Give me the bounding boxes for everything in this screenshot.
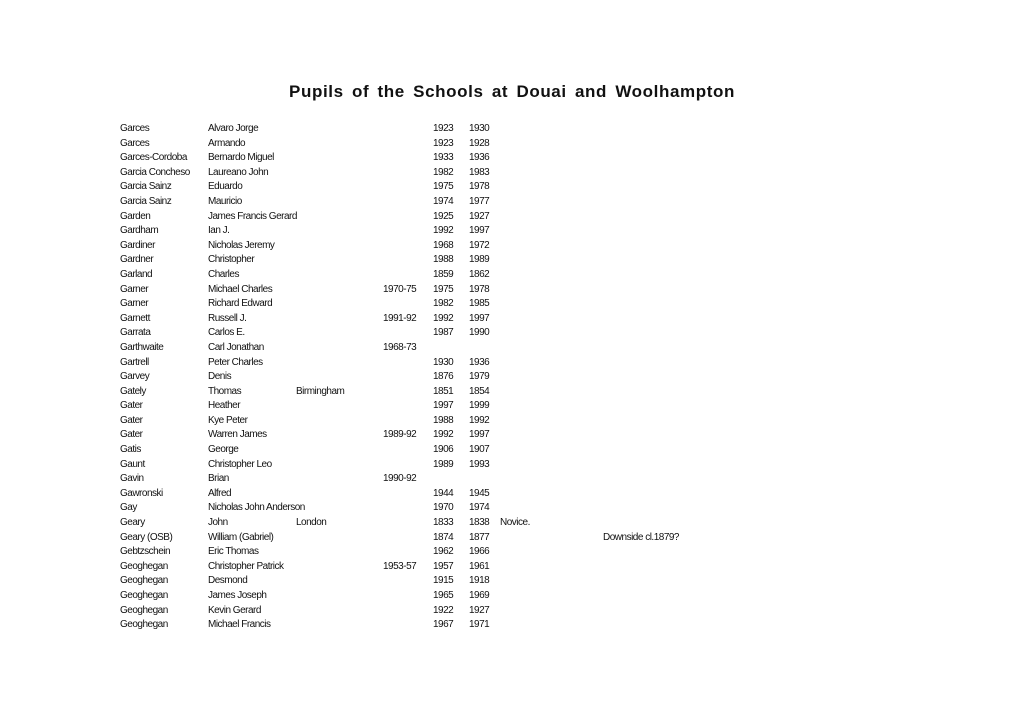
entry-year-cell: 1874 bbox=[433, 531, 454, 543]
surname-cell: Gater bbox=[120, 414, 143, 426]
leaving-year-cell: 1979 bbox=[469, 371, 490, 383]
forenames-cell: Carlos E. bbox=[208, 327, 245, 339]
surname-cell: Geary (OSB) bbox=[120, 531, 173, 543]
surname-cell: Geoghegan bbox=[120, 575, 168, 587]
forenames-cell: Christopher Leo bbox=[208, 458, 272, 470]
list-item bbox=[0, 531, 1024, 546]
list-item bbox=[0, 195, 1024, 210]
list-item bbox=[0, 137, 1024, 152]
forenames-cell: Armando bbox=[208, 137, 246, 149]
entry-year-cell: 1988 bbox=[433, 254, 454, 266]
surname-cell: Geoghegan bbox=[120, 560, 168, 572]
leaving-year-cell: 1993 bbox=[469, 458, 490, 470]
leaving-year-cell: 1936 bbox=[469, 356, 490, 368]
prep-years-cell: 1970-75 bbox=[383, 283, 417, 295]
leaving-year-cell: 1907 bbox=[469, 444, 490, 456]
forenames-cell: Michael Charles bbox=[208, 283, 273, 295]
entry-year-cell: 1957 bbox=[433, 560, 454, 572]
leaving-year-cell: 1978 bbox=[469, 283, 490, 295]
forenames-cell: John bbox=[208, 517, 228, 529]
entry-year-cell: 1982 bbox=[433, 166, 454, 178]
forenames-cell: Russell J. bbox=[208, 312, 247, 324]
surname-cell: Geoghegan bbox=[120, 619, 168, 631]
leaving-year-cell: 1978 bbox=[469, 181, 490, 193]
leaving-year-cell: 1985 bbox=[469, 298, 490, 310]
entry-year-cell: 1833 bbox=[433, 517, 454, 529]
forenames-cell: Warren James bbox=[208, 429, 267, 441]
entry-year-cell: 1988 bbox=[433, 414, 454, 426]
entry-year-cell: 1968 bbox=[433, 239, 454, 251]
forenames-cell: Richard Edward bbox=[208, 298, 273, 310]
surname-cell: Garcia Sainz bbox=[120, 195, 172, 207]
forenames-cell: Peter Charles bbox=[208, 356, 263, 368]
list-item bbox=[0, 545, 1024, 560]
surname-cell: Geary bbox=[120, 517, 145, 529]
list-item bbox=[0, 239, 1024, 254]
surname-cell: Gartrell bbox=[120, 356, 149, 368]
leaving-year-cell: 1972 bbox=[469, 239, 490, 251]
entry-year-cell: 1975 bbox=[433, 181, 454, 193]
entry-year-cell: 1982 bbox=[433, 298, 454, 310]
entry-year-cell: 1965 bbox=[433, 590, 454, 601]
leaving-year-cell: 1862 bbox=[469, 268, 490, 280]
leaving-year-cell: 1936 bbox=[469, 152, 490, 164]
entry-year-cell: 1930 bbox=[433, 356, 454, 368]
entry-year-cell: 1992 bbox=[433, 429, 454, 441]
list-item bbox=[0, 458, 1024, 473]
list-item bbox=[0, 428, 1024, 443]
list-item bbox=[0, 472, 1024, 487]
entry-year-cell: 1989 bbox=[433, 458, 454, 470]
list-item bbox=[0, 180, 1024, 195]
leaving-year-cell: 1969 bbox=[469, 590, 490, 601]
prep-years-cell: 1968-73 bbox=[383, 341, 417, 353]
leaving-year-cell: 1927 bbox=[469, 604, 490, 616]
list-item bbox=[0, 385, 1024, 400]
surname-cell: Garcia Sainz bbox=[120, 181, 172, 193]
surname-cell: Gater bbox=[120, 400, 143, 412]
surname-cell: Gately bbox=[120, 385, 146, 397]
surname-cell: Gardner bbox=[120, 254, 154, 266]
forenames-cell: Ian J. bbox=[208, 225, 230, 237]
list-item bbox=[0, 589, 1024, 604]
entry-year-cell: 1987 bbox=[433, 327, 454, 339]
list-item bbox=[0, 370, 1024, 385]
list-item bbox=[0, 618, 1024, 633]
place-cell: London bbox=[296, 517, 327, 529]
leaving-year-cell: 1990 bbox=[469, 327, 490, 339]
entry-year-cell: 1859 bbox=[433, 268, 454, 280]
forenames-cell: Christopher bbox=[208, 254, 255, 266]
leaving-year-cell: 1999 bbox=[469, 400, 490, 412]
entry-year-cell: 1851 bbox=[433, 385, 454, 397]
entry-year-cell: 1925 bbox=[433, 210, 454, 222]
surname-cell: Garces bbox=[120, 123, 150, 134]
surname-cell: Gatis bbox=[120, 444, 141, 456]
forenames-cell: Eduardo bbox=[208, 181, 243, 193]
leaving-year-cell: 1997 bbox=[469, 312, 490, 324]
pupil-list bbox=[0, 122, 1024, 633]
forenames-cell: Nicholas Jeremy bbox=[208, 239, 275, 251]
forenames-cell: Denis bbox=[208, 371, 232, 383]
surname-cell: Gater bbox=[120, 429, 143, 441]
list-item bbox=[0, 224, 1024, 239]
entry-year-cell: 1992 bbox=[433, 312, 454, 324]
leaving-year-cell: 1971 bbox=[469, 619, 490, 631]
entry-year-cell: 1962 bbox=[433, 546, 454, 558]
list-item bbox=[0, 414, 1024, 429]
leaving-year-cell: 1992 bbox=[469, 414, 490, 426]
leaving-year-cell: 1877 bbox=[469, 531, 490, 543]
prep-years-cell: 1991-92 bbox=[383, 312, 417, 324]
surname-cell: Garces bbox=[120, 137, 150, 149]
surname-cell: Garner bbox=[120, 298, 149, 310]
leaving-year-cell: 1974 bbox=[469, 502, 490, 514]
entry-year-cell: 1970 bbox=[433, 502, 454, 514]
surname-cell: Garthwaite bbox=[120, 341, 164, 353]
forenames-cell: Mauricio bbox=[208, 195, 242, 207]
forenames-cell: George bbox=[208, 444, 239, 456]
forenames-cell: Michael Francis bbox=[208, 619, 271, 631]
list-item bbox=[0, 574, 1024, 589]
list-item bbox=[0, 516, 1024, 531]
forenames-cell: Kye Peter bbox=[208, 414, 248, 426]
surname-cell: Garland bbox=[120, 268, 153, 280]
list-item bbox=[0, 341, 1024, 356]
surname-cell: Garden bbox=[120, 210, 151, 222]
forenames-cell: Alfred bbox=[208, 487, 232, 499]
entry-year-cell: 1922 bbox=[433, 604, 454, 616]
list-item bbox=[0, 399, 1024, 414]
entry-year-cell: 1923 bbox=[433, 123, 454, 134]
forenames-cell: James Francis Gerard bbox=[208, 210, 297, 222]
list-item bbox=[0, 604, 1024, 619]
page-title: Pupils of the Schools at Douai and Woolhampton bbox=[289, 82, 735, 101]
entry-year-cell: 1967 bbox=[433, 619, 454, 631]
forenames-cell: Alvaro Jorge bbox=[208, 123, 259, 134]
forenames-cell: Laureano John bbox=[208, 166, 269, 178]
surname-cell: Gaunt bbox=[120, 458, 145, 470]
leaving-year-cell: 1945 bbox=[469, 487, 490, 499]
leaving-year-cell: 1989 bbox=[469, 254, 490, 266]
forenames-cell: Heather bbox=[208, 400, 241, 412]
forenames-cell: Eric Thomas bbox=[208, 546, 259, 558]
list-item bbox=[0, 356, 1024, 371]
leaving-year-cell: 1854 bbox=[469, 385, 490, 397]
surname-cell: Garnett bbox=[120, 312, 150, 324]
entry-year-cell: 1923 bbox=[433, 137, 454, 149]
surname-cell: Garner bbox=[120, 283, 149, 295]
entry-year-cell: 1992 bbox=[433, 225, 454, 237]
surname-cell: Gavin bbox=[120, 473, 144, 485]
entry-year-cell: 1933 bbox=[433, 152, 454, 164]
note-cell: Novice. bbox=[500, 517, 530, 529]
list-item bbox=[0, 253, 1024, 268]
forenames-cell: William (Gabriel) bbox=[208, 531, 274, 543]
entry-year-cell: 1944 bbox=[433, 487, 454, 499]
surname-cell: Gardham bbox=[120, 225, 159, 237]
forenames-cell: Kevin Gerard bbox=[208, 604, 261, 616]
list-item bbox=[0, 443, 1024, 458]
list-item bbox=[0, 166, 1024, 181]
forenames-cell: Desmond bbox=[208, 575, 248, 587]
other-school-cell: Downside cl.1879? bbox=[603, 531, 679, 543]
list-item bbox=[0, 560, 1024, 575]
entry-year-cell: 1997 bbox=[433, 400, 454, 412]
leaving-year-cell: 1918 bbox=[469, 575, 490, 587]
list-item bbox=[0, 151, 1024, 166]
leaving-year-cell: 1983 bbox=[469, 166, 490, 178]
prep-years-cell: 1989-92 bbox=[383, 429, 417, 441]
surname-cell: Gawronski bbox=[120, 487, 163, 499]
surname-cell: Geoghegan bbox=[120, 604, 168, 616]
surname-cell: Garcia Concheso bbox=[120, 166, 190, 178]
leaving-year-cell: 1838 bbox=[469, 517, 490, 529]
surname-cell: Gay bbox=[120, 502, 137, 514]
list-item bbox=[0, 501, 1024, 516]
surname-cell: Geoghegan bbox=[120, 590, 168, 601]
surname-cell: Gebtzschein bbox=[120, 546, 171, 558]
list-item bbox=[0, 297, 1024, 312]
list-item bbox=[0, 487, 1024, 502]
list-item bbox=[0, 122, 1024, 137]
leaving-year-cell: 1997 bbox=[469, 429, 490, 441]
forenames-cell: Brian bbox=[208, 473, 229, 485]
surname-cell: Gardiner bbox=[120, 239, 155, 251]
entry-year-cell: 1906 bbox=[433, 444, 454, 456]
leaving-year-cell: 1930 bbox=[469, 123, 490, 134]
forenames-cell: Thomas bbox=[208, 385, 242, 397]
entry-year-cell: 1915 bbox=[433, 575, 454, 587]
leaving-year-cell: 1977 bbox=[469, 195, 490, 207]
forenames-cell: Carl Jonathan bbox=[208, 341, 264, 353]
entry-year-cell: 1975 bbox=[433, 283, 454, 295]
entry-year-cell: 1876 bbox=[433, 371, 454, 383]
forenames-cell: Bernardo Miguel bbox=[208, 152, 274, 164]
forenames-cell: James Joseph bbox=[208, 590, 267, 601]
leaving-year-cell: 1966 bbox=[469, 546, 490, 558]
place-cell: Birmingham bbox=[296, 385, 345, 397]
forenames-cell: Nicholas John Anderson bbox=[208, 502, 305, 514]
prep-years-cell: 1990-92 bbox=[383, 473, 417, 485]
list-item bbox=[0, 210, 1024, 225]
prep-years-cell: 1953-57 bbox=[383, 560, 417, 572]
forenames-cell: Charles bbox=[208, 268, 239, 280]
list-item bbox=[0, 326, 1024, 341]
leaving-year-cell: 1927 bbox=[469, 210, 490, 222]
forenames-cell: Christopher Patrick bbox=[208, 560, 284, 572]
entry-year-cell: 1974 bbox=[433, 195, 454, 207]
list-item bbox=[0, 312, 1024, 327]
surname-cell: Garrata bbox=[120, 327, 151, 339]
surname-cell: Garvey bbox=[120, 371, 150, 383]
surname-cell: Garces-Cordoba bbox=[120, 152, 187, 164]
list-item bbox=[0, 283, 1024, 298]
list-item bbox=[0, 268, 1024, 283]
leaving-year-cell: 1928 bbox=[469, 137, 490, 149]
leaving-year-cell: 1997 bbox=[469, 225, 490, 237]
leaving-year-cell: 1961 bbox=[469, 560, 490, 572]
